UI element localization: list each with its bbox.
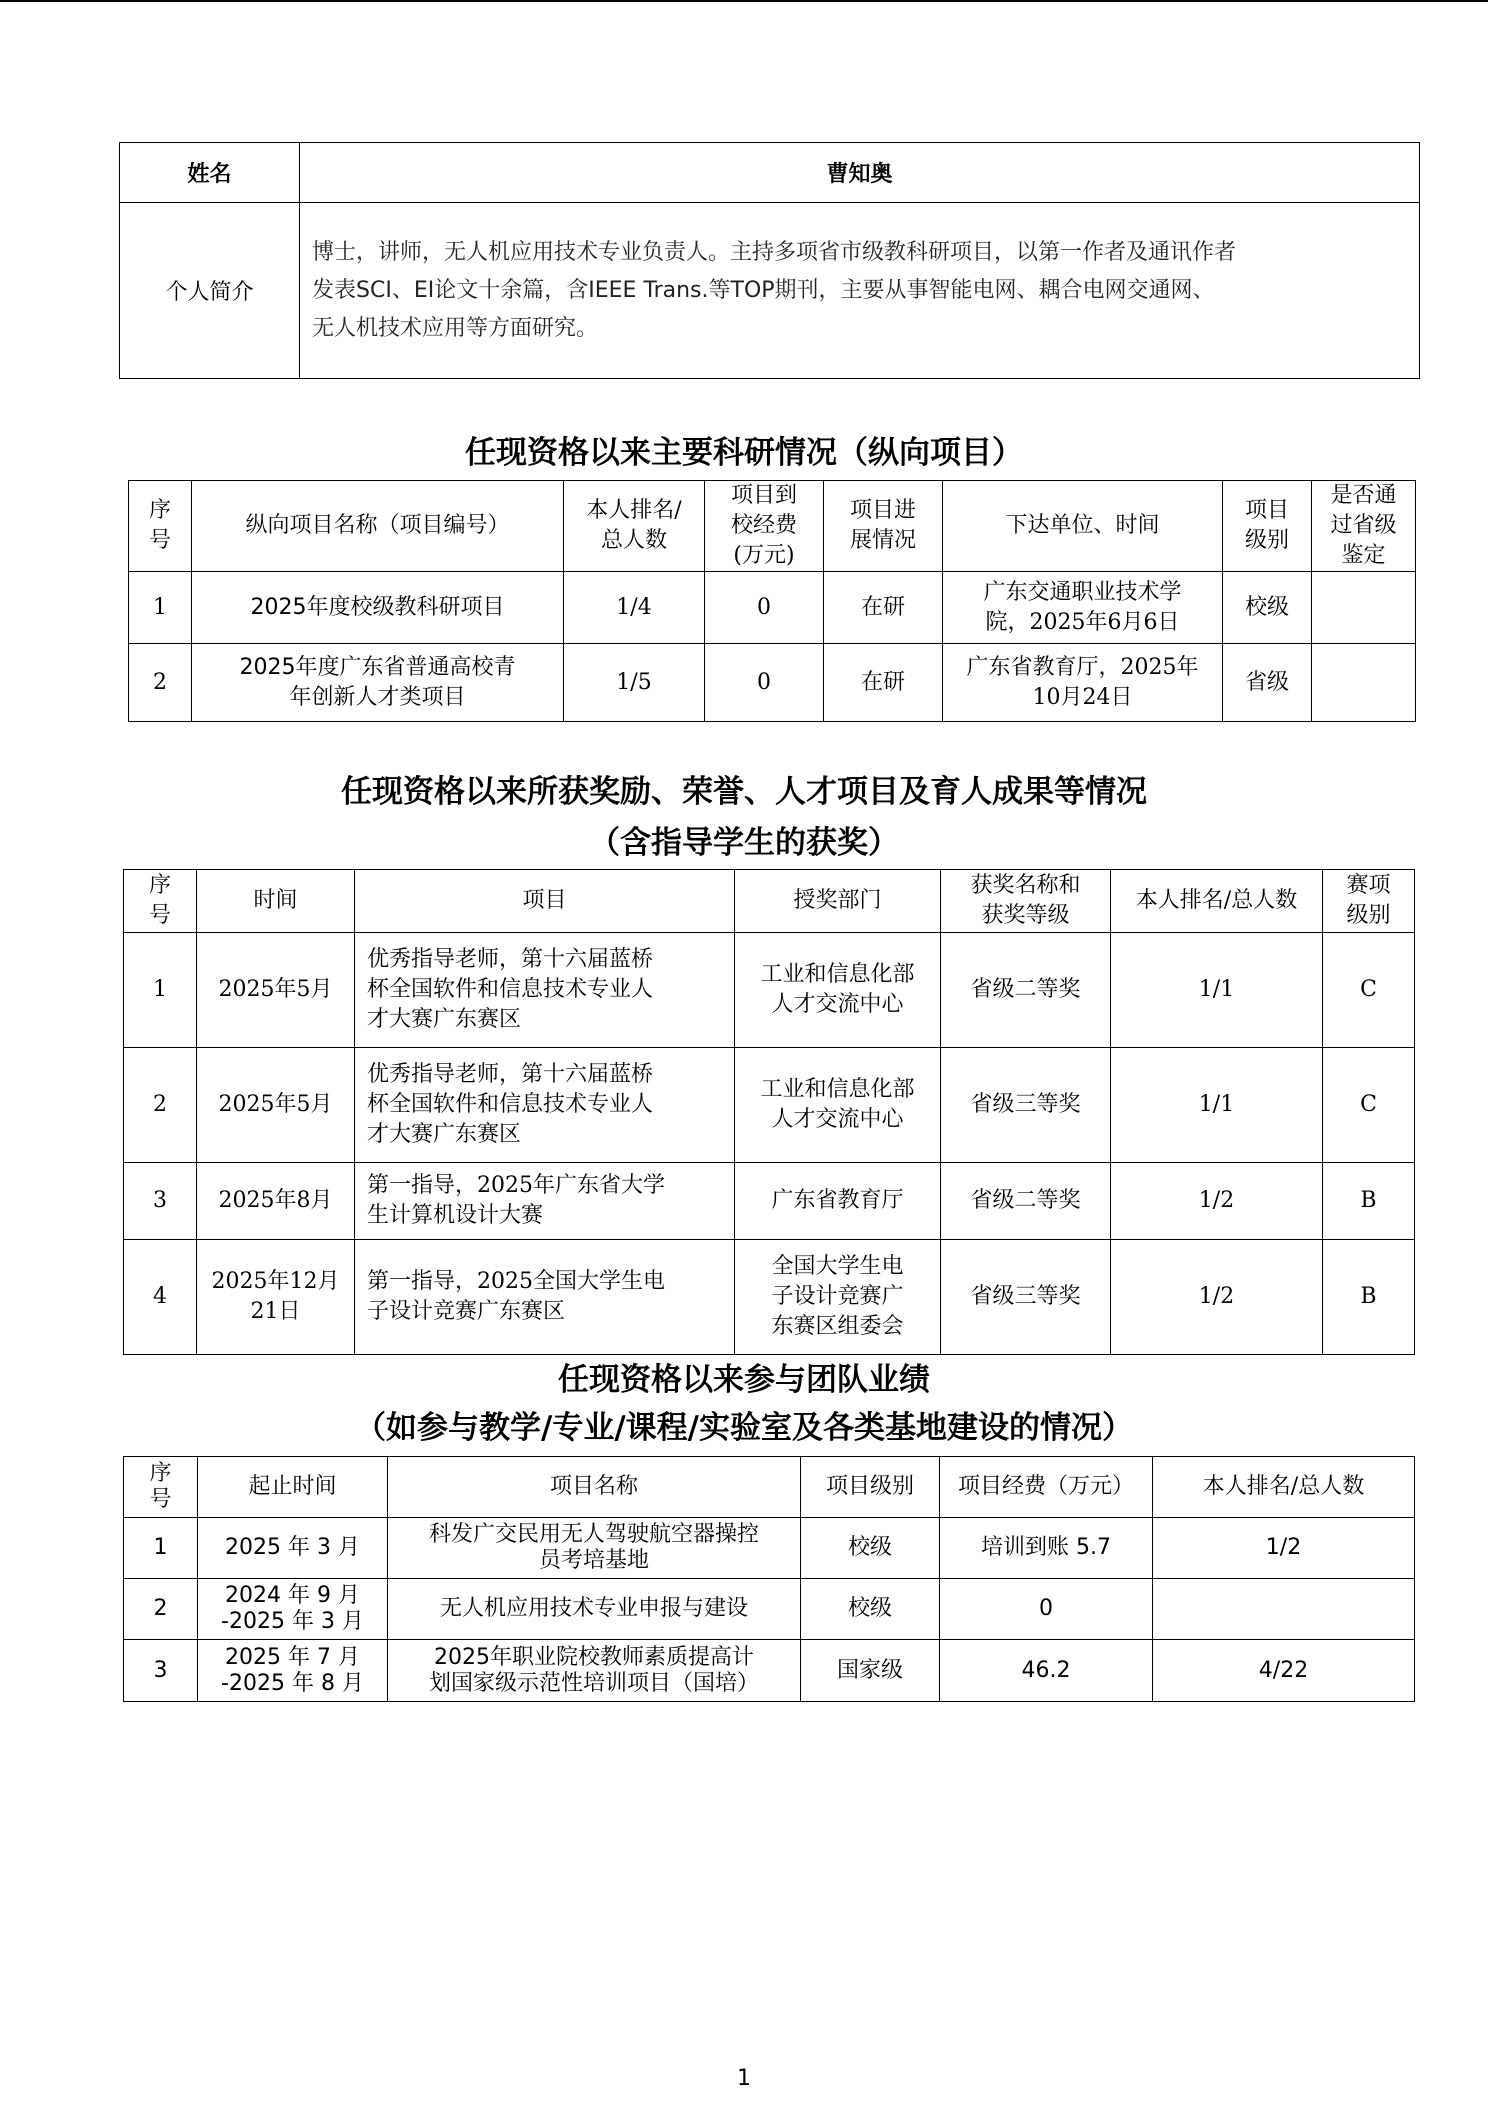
cell-text-line: 序 xyxy=(149,1461,172,1486)
row-period xyxy=(198,1518,388,1579)
header-no xyxy=(124,1457,198,1518)
row-period xyxy=(198,1640,388,1702)
cell-text-line: 项目进 xyxy=(849,498,916,523)
bio-label: 个人简介 xyxy=(120,203,300,379)
cell-text-line: 2025年8月 xyxy=(218,1188,333,1213)
awards-title-line-2: （含指导学生的获奖） xyxy=(589,825,899,861)
awards-header-row xyxy=(124,870,1415,933)
cell-text-line: 东赛区组委会 xyxy=(771,1314,904,1339)
row-dept xyxy=(735,1240,941,1355)
row-level: B xyxy=(1323,1163,1415,1240)
cell-text-line: 科发广交民用无人驾驶航空器操控 xyxy=(428,1522,759,1547)
header-funds xyxy=(705,481,824,572)
cell-text-line: 杯全国软件和信息技术专业人 xyxy=(367,977,654,1002)
cell-text-line: 号 xyxy=(148,903,171,928)
row-level: 国家级 xyxy=(801,1640,940,1702)
header-rank xyxy=(564,481,705,572)
row-no: 2 xyxy=(129,644,192,722)
row-no: 1 xyxy=(124,933,197,1048)
row-funds: 46.2 xyxy=(940,1640,1153,1702)
row-rank: 1/2 xyxy=(1111,1240,1323,1355)
row-rank: 1/1 xyxy=(1111,1048,1323,1163)
cell-text-line: 获奖名称和 xyxy=(970,873,1081,898)
header-period xyxy=(198,1457,388,1518)
cell-text-line: 员考培基地 xyxy=(538,1548,649,1573)
row-level: 校级 xyxy=(1223,572,1312,644)
row-dept xyxy=(735,933,941,1048)
cell-text-line: 第一指导，2025全国大学生电 xyxy=(367,1269,665,1294)
cell-text-line: -2025 年 8 月 xyxy=(221,1670,364,1696)
cell-text-line: 级别 xyxy=(1244,528,1289,553)
cell-text-line: 项目到 xyxy=(730,483,797,508)
row-progress: 在研 xyxy=(824,644,943,722)
cell-text-line: 广东省教育厅 xyxy=(771,1188,904,1213)
cell-text-line: 本人排名/总人数 xyxy=(1202,1474,1365,1499)
header-award xyxy=(941,870,1111,933)
row-project xyxy=(355,1240,735,1355)
row-funds: 0 xyxy=(705,572,824,644)
cell-text-line: 年创新人才类项目 xyxy=(289,684,466,710)
row-no: 1 xyxy=(124,1518,198,1579)
cell-text-line: 2025年5月 xyxy=(218,977,333,1002)
cell-text-line: 院，2025年6月6日 xyxy=(985,609,1180,635)
header-no xyxy=(124,870,197,933)
row-project xyxy=(355,933,735,1048)
cell-text-line: 优秀指导老师，第十六届蓝桥 xyxy=(367,1062,654,1087)
cell-text-line: 号 xyxy=(149,1487,172,1512)
cell-text-line: 获奖等级 xyxy=(981,903,1070,928)
awards-title-line-1: 任现资格以来所获奖励、荣誉、人才项目及育人成果等情况 xyxy=(341,774,1147,810)
header-level xyxy=(1323,870,1415,933)
cell-text-line: 生计算机设计大赛 xyxy=(367,1203,544,1228)
research-header-row xyxy=(129,481,1416,572)
row-project-name xyxy=(388,1640,801,1702)
cell-text-line: 本人排名/总人数 xyxy=(1135,888,1298,913)
cell-text-line: 2025年12月 xyxy=(211,1269,340,1294)
row-award: 省级三等奖 xyxy=(941,1048,1111,1163)
page-number: 1 xyxy=(737,2066,751,2091)
cell-text-line: 子设计竞赛广东赛区 xyxy=(367,1299,566,1324)
cell-text-line: 本人排名/ xyxy=(586,498,682,523)
row-no: 2 xyxy=(124,1048,197,1163)
row-time xyxy=(197,1163,355,1240)
cell-text-line: 授奖部门 xyxy=(793,888,882,913)
row-time xyxy=(197,933,355,1048)
row-no: 3 xyxy=(124,1163,197,1240)
row-rank: 1/5 xyxy=(564,644,705,722)
table-row xyxy=(124,1163,1415,1240)
row-project-name xyxy=(388,1518,801,1579)
header-project-name xyxy=(192,481,564,572)
header-dept xyxy=(735,870,941,933)
table-row xyxy=(129,644,1416,722)
row-no: 1 xyxy=(129,572,192,644)
research-title: 任现资格以来主要科研情况（纵向项目） xyxy=(465,435,1023,471)
cell-text-line: 杯全国软件和信息技术专业人 xyxy=(367,1092,654,1117)
row-level: B xyxy=(1323,1240,1415,1355)
row-dept xyxy=(735,1163,941,1240)
cell-text-line: 2025年5月 xyxy=(218,1092,333,1117)
row-dept xyxy=(735,1048,941,1163)
team-header-row xyxy=(124,1457,1415,1518)
cell-text-line: 优秀指导老师，第十六届蓝桥 xyxy=(367,947,654,972)
header-rank xyxy=(1111,870,1323,933)
cell-text-line: 才大赛广东赛区 xyxy=(367,1007,522,1032)
row-project xyxy=(355,1163,735,1240)
cell-text-line: 无人机应用技术专业申报与建设 xyxy=(439,1596,748,1621)
row-funds: 培训到账 5.7 xyxy=(940,1518,1153,1579)
row-project-name xyxy=(388,1579,801,1640)
header-level xyxy=(1223,481,1312,572)
header-approved xyxy=(1312,481,1416,572)
header-funds xyxy=(940,1457,1153,1518)
cell-text-line: 序 xyxy=(148,873,171,898)
cell-text-line: 划国家级示范性培训项目（国培） xyxy=(428,1670,759,1696)
cell-text-line: 2025年度校级教科研项目 xyxy=(250,594,505,620)
cell-text-line: 展情况 xyxy=(849,528,916,553)
row-award: 省级三等奖 xyxy=(941,1240,1111,1355)
cell-text-line: 发表SCI、EI论文十余篇，含IEEE Trans.等TOP期刊，主要从事智能电网、耦合电网交通网、 xyxy=(312,277,1215,303)
cell-text-line: 2025 年 3 月 xyxy=(225,1535,360,1560)
row-rank: 1/2 xyxy=(1153,1518,1415,1579)
cell-text-line: 无人机技术应用等方面研究。 xyxy=(312,315,599,341)
header-progress xyxy=(824,481,943,572)
row-level: C xyxy=(1323,933,1415,1048)
profile-table xyxy=(119,142,1420,379)
team-table xyxy=(123,1456,1415,1702)
table-row xyxy=(124,933,1415,1048)
row-issuer xyxy=(943,644,1223,722)
cell-text-line: 项目级别 xyxy=(825,1474,914,1499)
row-award: 省级二等奖 xyxy=(941,1163,1111,1240)
cell-text-line: 纵向项目名称（项目编号） xyxy=(245,513,510,538)
table-row xyxy=(124,1048,1415,1163)
cell-text-line: 工业和信息化部 xyxy=(760,1077,915,1102)
row-issuer xyxy=(943,572,1223,644)
cell-text-line: 全国大学生电 xyxy=(771,1254,904,1279)
row-rank: 1/2 xyxy=(1111,1163,1323,1240)
cell-text-line: 是否通 xyxy=(1330,483,1397,508)
cell-text-line: 第一指导，2025年广东省大学 xyxy=(367,1173,665,1198)
cell-text-line: 校经费 xyxy=(730,513,797,538)
name-label: 姓名 xyxy=(120,143,300,203)
header-rank xyxy=(1153,1457,1415,1518)
row-approved xyxy=(1312,644,1416,722)
cell-text-line: 工业和信息化部 xyxy=(760,962,915,987)
cell-text-line: 21日 xyxy=(250,1299,301,1324)
cell-text-line: (万元) xyxy=(733,543,795,568)
row-level: 校级 xyxy=(801,1579,940,1640)
row-rank xyxy=(1153,1579,1415,1640)
row-no: 4 xyxy=(124,1240,197,1355)
cell-text-line: 过省级 xyxy=(1330,513,1397,538)
cell-text-line: 时间 xyxy=(253,888,298,913)
row-progress: 在研 xyxy=(824,572,943,644)
row-rank: 4/22 xyxy=(1153,1640,1415,1702)
cell-text-line: -2025 年 3 月 xyxy=(221,1609,364,1634)
table-row xyxy=(124,1518,1415,1579)
cell-text-line: 人才交流中心 xyxy=(771,1107,904,1132)
cell-text-line: 序 xyxy=(148,498,171,523)
cell-text-line: 人才交流中心 xyxy=(771,992,904,1017)
bio-text xyxy=(300,203,1420,379)
cell-text-line: 项目经费（万元） xyxy=(957,1474,1134,1499)
row-level: 省级 xyxy=(1223,644,1312,722)
team-title-line-2: （如参与教学/专业/课程/实验室及各类基地建设的情况） xyxy=(355,1410,1133,1446)
cell-text-line: 级别 xyxy=(1346,903,1391,928)
row-funds: 0 xyxy=(705,644,824,722)
header-project xyxy=(355,870,735,933)
row-no: 3 xyxy=(124,1640,198,1702)
row-rank: 1/4 xyxy=(564,572,705,644)
header-no xyxy=(129,481,192,572)
cell-text-line: 项目名称 xyxy=(549,1474,638,1499)
cell-text-line: 2024 年 9 月 xyxy=(225,1583,360,1608)
cell-text-line: 赛项 xyxy=(1346,873,1391,898)
row-award: 省级二等奖 xyxy=(941,933,1111,1048)
table-row xyxy=(124,1240,1415,1355)
cell-text-line: 10月24日 xyxy=(1032,684,1133,710)
cell-text-line: 号 xyxy=(148,528,171,553)
cell-text-line: 广东交通职业技术学 xyxy=(983,579,1182,605)
table-row xyxy=(124,1579,1415,1640)
awards-table xyxy=(123,869,1415,1355)
cell-text-line: 博士，讲师，无人机应用技术专业负责人。主持多项省市级教科研项目，以第一作者及通讯作者 xyxy=(312,239,1237,265)
cell-text-line: 总人数 xyxy=(600,528,667,553)
cell-text-line: 2025年职业院校教师素质提高计 xyxy=(434,1644,754,1670)
name-value: 曹知奥 xyxy=(300,143,1420,203)
row-level: 校级 xyxy=(801,1518,940,1579)
row-funds: 0 xyxy=(940,1579,1153,1640)
row-time xyxy=(197,1048,355,1163)
table-row xyxy=(129,572,1416,644)
row-rank: 1/1 xyxy=(1111,933,1323,1048)
cell-text-line: 2025年度广东省普通高校青 xyxy=(239,654,516,680)
row-level: C xyxy=(1323,1048,1415,1163)
cell-text-line: 起止时间 xyxy=(248,1474,337,1499)
table-row xyxy=(124,1640,1415,1702)
row-approved xyxy=(1312,572,1416,644)
header-project-name xyxy=(388,1457,801,1518)
header-level xyxy=(801,1457,940,1518)
cell-text-line: 子设计竞赛广 xyxy=(771,1284,904,1309)
cell-text-line: 广东省教育厅，2025年 xyxy=(966,654,1199,680)
row-project-name xyxy=(192,644,564,722)
header-issuer xyxy=(943,481,1223,572)
row-project-name xyxy=(192,572,564,644)
header-time xyxy=(197,870,355,933)
cell-text-line: 项目 xyxy=(522,888,567,913)
page-top-border xyxy=(0,0,1488,2)
research-table xyxy=(128,480,1416,722)
row-period xyxy=(198,1579,388,1640)
row-project xyxy=(355,1048,735,1163)
cell-text-line: 才大赛广东赛区 xyxy=(367,1122,522,1147)
cell-text-line: 鉴定 xyxy=(1341,543,1386,568)
row-no: 2 xyxy=(124,1579,198,1640)
team-title-line-1: 任现资格以来参与团队业绩 xyxy=(558,1362,930,1398)
row-time xyxy=(197,1240,355,1355)
cell-text-line: 下达单位、时间 xyxy=(1005,513,1160,538)
cell-text-line: 2025 年 7 月 xyxy=(225,1644,360,1670)
cell-text-line: 项目 xyxy=(1244,498,1289,523)
